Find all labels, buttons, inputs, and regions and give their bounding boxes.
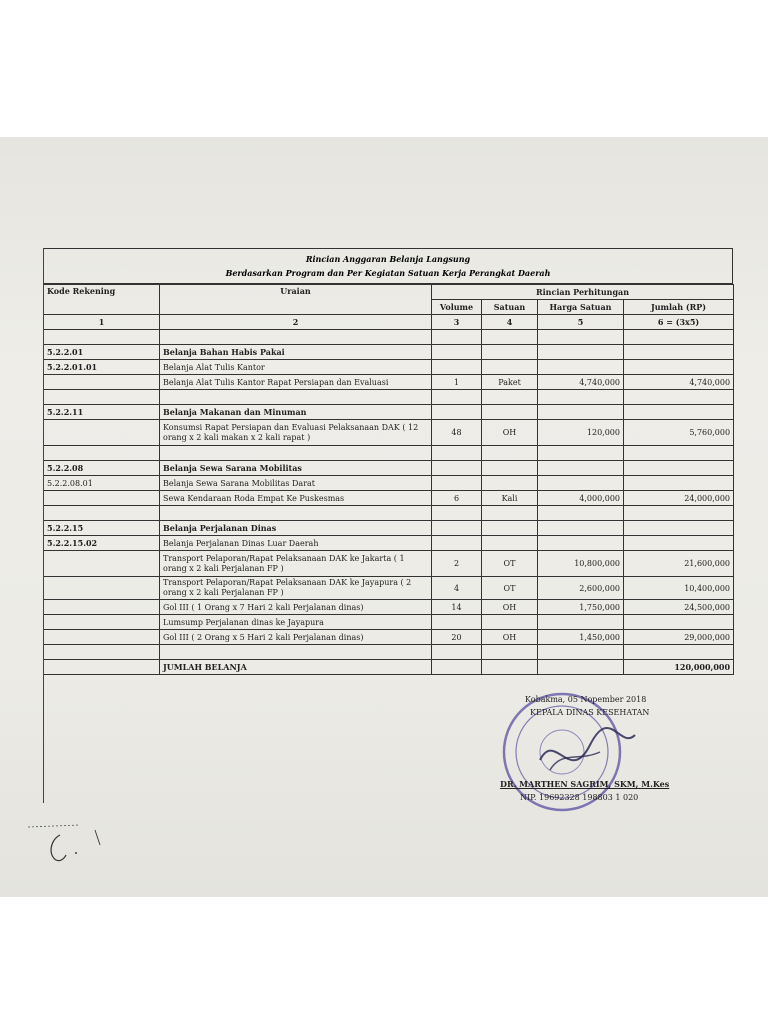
spacer-row: [44, 645, 734, 660]
spacer-row: [44, 330, 734, 345]
col-number: 3: [432, 315, 482, 330]
table-row: [44, 551, 734, 577]
spacer-row: [44, 390, 734, 405]
table-row: [44, 420, 734, 446]
header-uraian: Uraian: [160, 285, 432, 315]
table-row: [44, 577, 734, 600]
table-row: [44, 521, 734, 536]
total-value: 120,000,000: [624, 660, 734, 675]
table-row: [44, 375, 734, 390]
table-row: [44, 461, 734, 476]
col-number: 6 = (3x5): [624, 315, 734, 330]
header-kode: Kode Rekening: [44, 285, 160, 315]
header-satuan: Satuan: [482, 300, 538, 315]
cell-harga: 2,600,000: [538, 577, 624, 600]
table-row: [44, 491, 734, 506]
document-title-block: [43, 248, 733, 284]
cell-satuan: OH: [482, 420, 538, 446]
spacer-row: [44, 446, 734, 461]
cell-harga: 10,800,000: [538, 551, 624, 577]
cell-uraian: Belanja Bahan Habis Pakai: [160, 345, 432, 360]
cell-kode: 5.2.2.15.02: [44, 536, 160, 551]
spacer-row: [44, 506, 734, 521]
col-number: 1: [44, 315, 160, 330]
cell-volume: 2: [432, 551, 482, 577]
cell-uraian: Transport Pelaporan/Rapat Pelaksanaan DAK ke Jayapura ( 2 orang x 2 kali Perjalanan FP ): [160, 577, 432, 600]
cell-uraian: Sewa Kendaraan Roda Empat Ke Puskesmas: [160, 491, 432, 506]
column-number-row: [44, 315, 734, 330]
cell-kode: 5.2.2.08: [44, 461, 160, 476]
document-title: Rincian Anggaran Belanja Langsung: [305, 254, 471, 264]
cell-harga: 4,740,000: [538, 375, 624, 390]
header-rincian: Rincian Perhitungan: [432, 285, 734, 300]
cell-kode: 5.2.2.08.01: [44, 476, 160, 491]
cell-jumlah: 24,000,000: [624, 491, 734, 506]
pen-scribble-icon: [20, 815, 130, 875]
table-row: [44, 615, 734, 630]
cell-jumlah: 21,600,000: [624, 551, 734, 577]
cell-uraian: Belanja Alat Tulis Kantor Rapat Persiapan dan Evaluasi: [160, 375, 432, 390]
cell-kode: [44, 420, 160, 446]
header-jumlah: Jumlah (RP): [624, 300, 734, 315]
cell-harga: 1,450,000: [538, 630, 624, 645]
cell-satuan: Kali: [482, 491, 538, 506]
cell-jumlah: 4,740,000: [624, 375, 734, 390]
total-label: JUMLAH BELANJA: [160, 660, 432, 675]
cell-kode: [44, 491, 160, 506]
cell-satuan: Paket: [482, 375, 538, 390]
cell-uraian: Belanja Makanan dan Minuman: [160, 405, 432, 420]
cell-kode: 5.2.2.15: [44, 521, 160, 536]
signature-place-date: Kobakma, 05 Nopember 2018: [525, 695, 647, 704]
cell-kode: [44, 615, 160, 630]
cell-jumlah: 29,000,000: [624, 630, 734, 645]
signature-position: KEPALA DINAS KESEHATAN: [530, 708, 650, 717]
cell-harga: 120,000: [538, 420, 624, 446]
cell-volume: 4: [432, 577, 482, 600]
table-row: [44, 345, 734, 360]
col-number: 2: [160, 315, 432, 330]
table-header-row: [44, 285, 734, 300]
cell-volume: 14: [432, 600, 482, 615]
cell-kode: [44, 577, 160, 600]
header-volume: Volume: [432, 300, 482, 315]
cell-uraian: Belanja Perjalanan Dinas Luar Daerah: [160, 536, 432, 551]
signature-name: DR. MARTHEN SAGRIM, SKM, M.Kes: [500, 779, 670, 789]
table-row: [44, 360, 734, 375]
total-row: [44, 660, 734, 675]
budget-document: [43, 248, 733, 675]
table-row: [44, 630, 734, 645]
cell-kode: 5.2.2.01.01: [44, 360, 160, 375]
cell-satuan: OT: [482, 551, 538, 577]
cell-uraian: Belanja Sewa Sarana Mobilitas Darat: [160, 476, 432, 491]
table-row: [44, 536, 734, 551]
table-row: [44, 600, 734, 615]
cell-harga: 1,750,000: [538, 600, 624, 615]
col-number: 5: [538, 315, 624, 330]
cell-kode: 5.2.2.01: [44, 345, 160, 360]
cell-kode: 5.2.2.11: [44, 405, 160, 420]
cell-kode: [44, 600, 160, 615]
cell-volume: 1: [432, 375, 482, 390]
table-row: [44, 405, 734, 420]
cell-jumlah: 10,400,000: [624, 577, 734, 600]
margin-line: [43, 248, 44, 803]
cell-volume: 20: [432, 630, 482, 645]
cell-uraian: Belanja Sewa Sarana Mobilitas: [160, 461, 432, 476]
cell-uraian: Transport Pelaporan/Rapat Pelaksanaan DAK ke Jakarta ( 1 orang x 2 kali Perjalanan FP ): [160, 551, 432, 577]
cell-harga: 4,000,000: [538, 491, 624, 506]
cell-volume: 6: [432, 491, 482, 506]
cell-uraian: Belanja Alat Tulis Kantor: [160, 360, 432, 375]
table-row: [44, 476, 734, 491]
cell-satuan: OH: [482, 600, 538, 615]
cell-satuan: OT: [482, 577, 538, 600]
cell-volume: 48: [432, 420, 482, 446]
cell-kode: [44, 630, 160, 645]
cell-uraian: Belanja Perjalanan Dinas: [160, 521, 432, 536]
cell-uraian: Konsumsi Rapat Persiapan dan Evaluasi Pelaksanaan DAK ( 12 orang x 2 kali makan x 2 kali rapat ): [160, 420, 432, 446]
header-harga: Harga Satuan: [538, 300, 624, 315]
col-number: 4: [482, 315, 538, 330]
cell-satuan: OH: [482, 630, 538, 645]
cell-uraian: Lumsump Perjalanan dinas ke Jayapura: [160, 615, 432, 630]
cell-uraian: Gol III ( 1 Orang x 7 Hari 2 kali Perjalanan dinas): [160, 600, 432, 615]
budget-table: [43, 284, 734, 675]
document-subtitle: Berdasarkan Program dan Per Kegiatan Satuan Kerja Perangkat Daerah: [225, 268, 551, 278]
cell-jumlah: 24,500,000: [624, 600, 734, 615]
signature-nip: NIP. 19692328 198803 1 020: [520, 793, 639, 802]
cell-kode: [44, 375, 160, 390]
cell-jumlah: 5,760,000: [624, 420, 734, 446]
cell-kode: [44, 551, 160, 577]
cell-uraian: Gol III ( 2 Orang x 5 Hari 2 kali Perjalanan dinas): [160, 630, 432, 645]
